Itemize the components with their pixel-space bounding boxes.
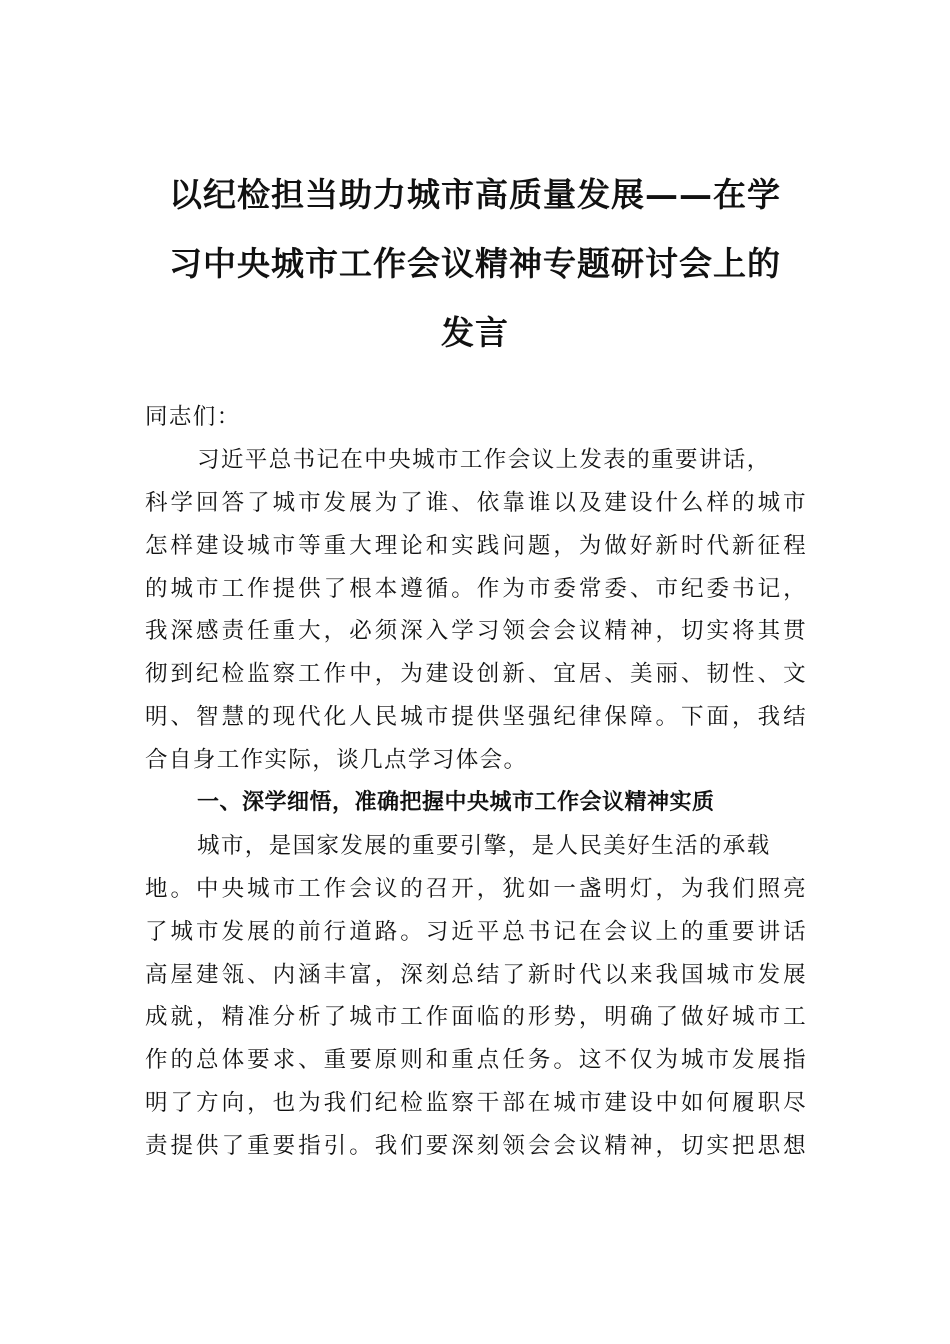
paragraph-line: 明了方向，也为我们纪检监察干部在城市建设中如何履职尽 <box>145 1090 807 1117</box>
paragraph-line: 彻到纪检监察工作中，为建设创新、宜居、美丽、韧性、文 <box>145 661 807 688</box>
paragraph-line: 责提供了重要指引。我们要深刻领会会议精神，切实把思想 <box>145 1133 807 1160</box>
paragraph-line: 合自身工作实际，谈几点学习体会。 <box>145 747 528 774</box>
paragraph-line: 成就，精准分析了城市工作面临的形势，明确了做好城市工 <box>145 1004 807 1031</box>
document-body <box>145 396 807 1168</box>
paragraph-line: 明、智慧的现代化人民城市提供坚强纪律保障。下面，我结 <box>145 704 807 731</box>
title-line-3: 发言 <box>441 313 509 352</box>
paragraph-line: 高屋建瓴、内涵丰富，深刻总结了新时代以来我国城市发展 <box>145 961 807 988</box>
paragraph-line: 作的总体要求、重要原则和重点任务。这不仅为城市发展指 <box>145 1047 807 1074</box>
paragraph-line: 地。中央城市工作会议的召开，犹如一盏明灯，为我们照亮 <box>145 875 807 902</box>
title-line-1: 以纪检担当助力城市高质量发展——在学 <box>169 175 781 214</box>
document-title <box>145 160 805 367</box>
paragraph-line: 了城市发展的前行道路。习近平总书记在会议上的重要讲话 <box>145 918 807 945</box>
section-heading: 一、深学细悟，准确把握中央城市工作会议精神实质 <box>197 790 715 816</box>
paragraph-line: 城市，是国家发展的重要引擎，是人民美好生活的承载 <box>197 832 771 859</box>
paragraph-line: 怎样建设城市等重大理论和实践问题，为做好新时代新征程 <box>145 532 807 559</box>
paragraph-line: 科学回答了城市发展为了谁、依靠谁以及建设什么样的城市 <box>145 489 807 516</box>
salutation: 同志们： <box>145 404 241 430</box>
paragraph-line: 我深感责任重大，必须深入学习领会会议精神，切实将其贯 <box>145 618 807 645</box>
paragraph-line: 习近平总书记在中央城市工作会议上发表的重要讲话， <box>197 446 771 473</box>
paragraph-2 <box>145 825 807 1168</box>
paragraph-1 <box>145 439 807 782</box>
title-line-2: 习中央城市工作会议精神专题研讨会上的 <box>169 244 781 283</box>
paragraph-line: 的城市工作提供了根本遵循。作为市委常委、市纪委书记， <box>145 575 807 602</box>
